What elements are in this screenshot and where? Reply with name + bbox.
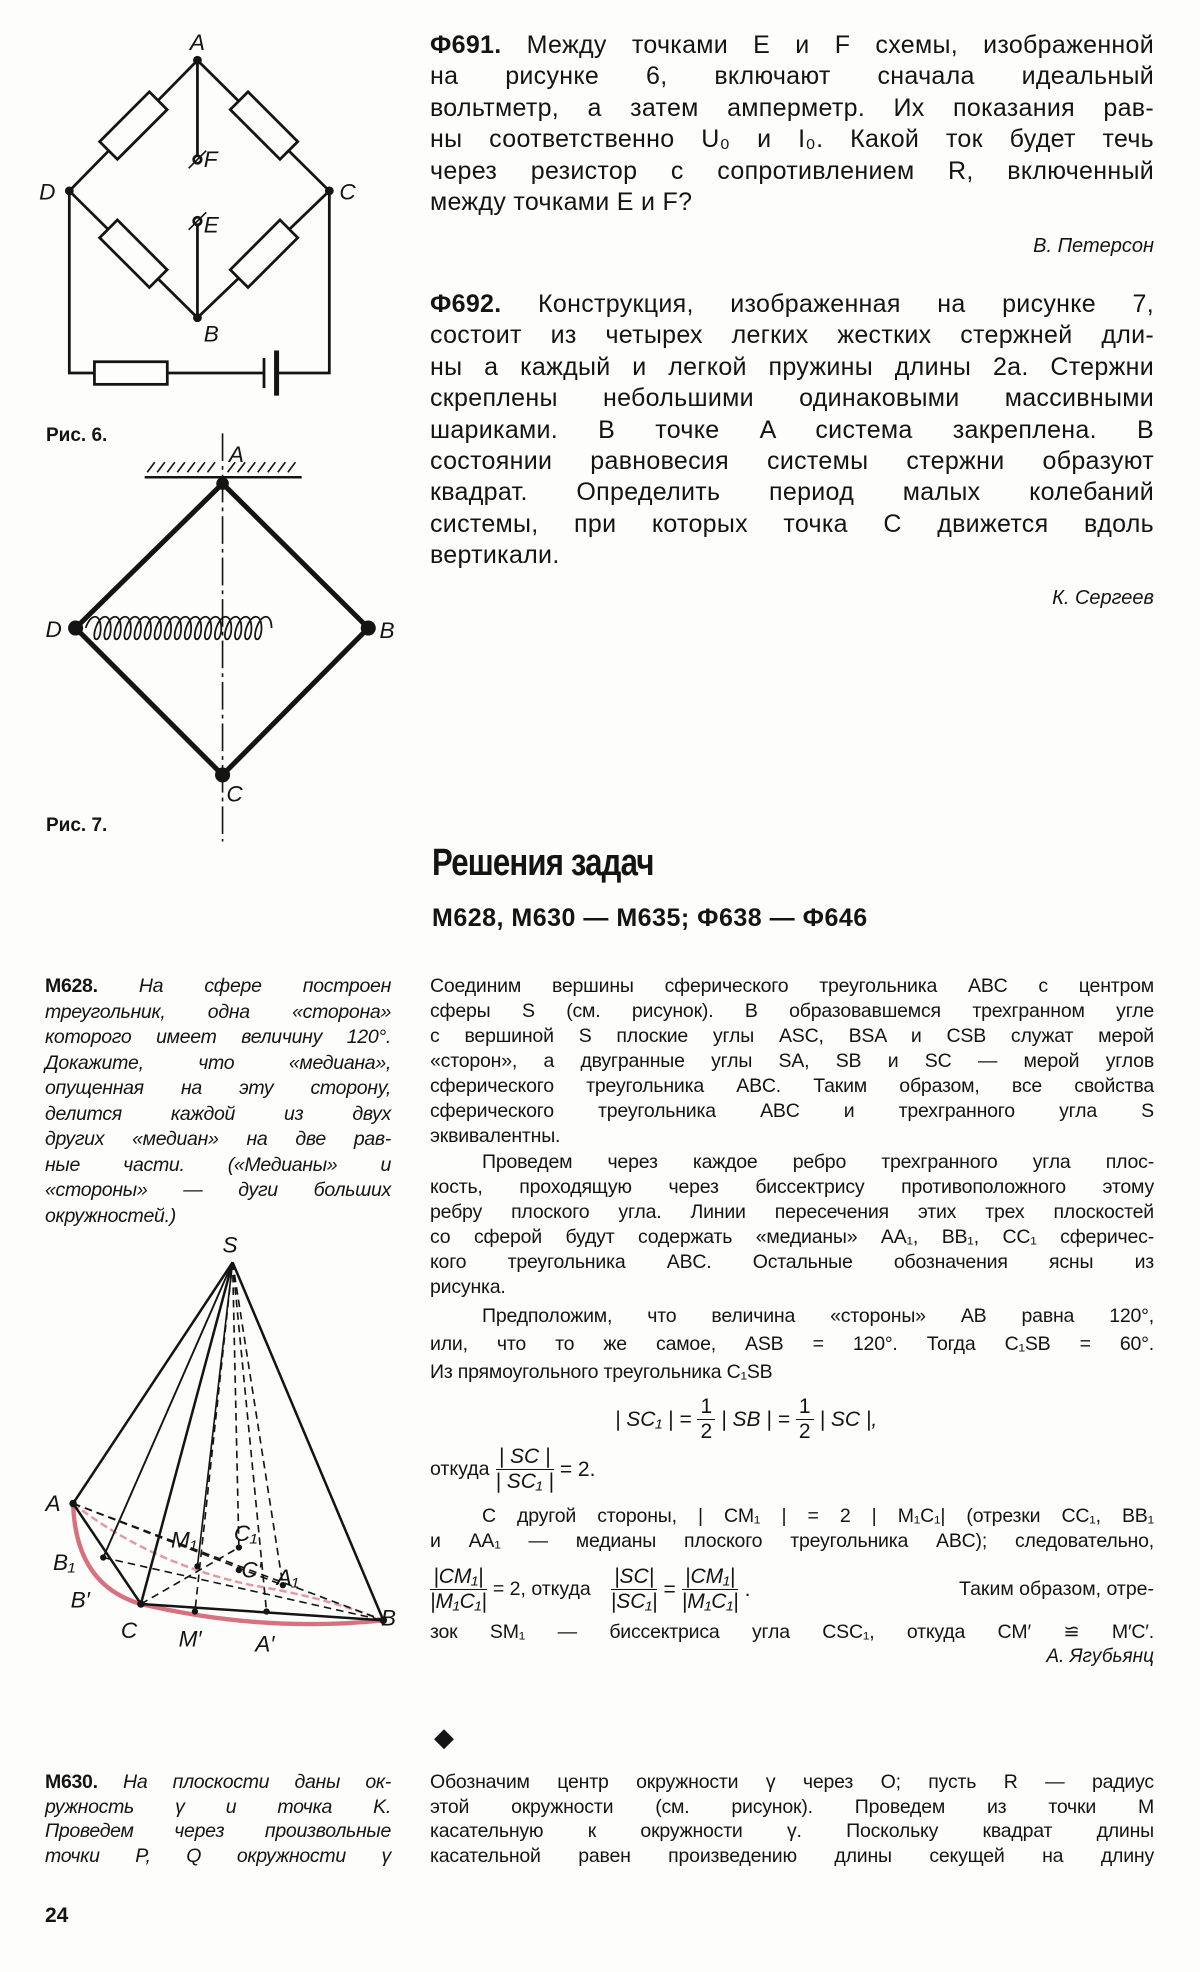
- m628-para4: [430, 1504, 1154, 1554]
- resistor-source: [94, 362, 167, 385]
- statement-text: На сфере построен: [138, 975, 391, 997]
- statement-line: других «медиан» на две рав-: [45, 1128, 391, 1150]
- fig6-label-f: F: [203, 147, 218, 173]
- problem-author: К. Сергеев: [1052, 587, 1154, 609]
- section-title: Решения задач: [432, 842, 654, 884]
- solution-label: М628.: [45, 975, 98, 997]
- formula-word: откуда: [430, 1458, 490, 1480]
- problem-author: В. Петерсон: [1033, 235, 1154, 257]
- problem-line: между точками E и F?: [430, 188, 693, 217]
- resistor-cb: [230, 220, 298, 288]
- m628-para3: [430, 1302, 1154, 1386]
- statement-line: ружность γ и точка K.: [45, 1795, 391, 1818]
- sphere-label-b1: B₁: [52, 1550, 76, 1576]
- sphere-label-c: C: [120, 1617, 138, 1643]
- statement-line: треугольник, одна «сторона»: [45, 1000, 391, 1023]
- problem-line: скреплены небольшими одинаковыми массивными: [430, 384, 1154, 413]
- fig7-caption: Рис. 7.: [46, 815, 108, 836]
- spring: [86, 617, 272, 640]
- fig6-label-a: A: [189, 30, 205, 56]
- fig7-label-b: B: [379, 618, 395, 644]
- fraction-denominator: |M₁C₁|: [430, 1590, 487, 1613]
- section-subtitle: М628, М630 — М635; Ф638 — Ф646: [432, 904, 868, 932]
- fraction-numerator: |CM₁|: [682, 1565, 738, 1590]
- statement-line: делится каждой из двух: [45, 1102, 391, 1125]
- body-line: Соединим вершины сферического треугольника ABC с центром: [430, 975, 1154, 997]
- statement-line: которого имеет величину 120°.: [45, 1026, 391, 1048]
- fig7-label-d: D: [45, 616, 62, 642]
- sphere-label-c-prime: C′: [241, 1557, 262, 1583]
- formula-bisector: [430, 1565, 1154, 1614]
- body-line: или, что то же самое, ASB = 120°. Тогда C₁SB = 60°.: [430, 1333, 1154, 1355]
- solution-author: А. Ягубьянц: [1046, 1646, 1154, 1667]
- body-line: кого треугольника ABC. Остальные обозначения ясны из: [430, 1251, 1154, 1273]
- body-line: «сторон», а двугранные углы SA, SB и SC — мерой углов: [430, 1050, 1154, 1072]
- problem-line: ны a каждый и легкой пружины длины 2a. Стержни: [430, 352, 1154, 381]
- body-line: со сферой будут содержать «медианы» AA₁, BB₁, CC₁ сферичес-: [430, 1226, 1154, 1248]
- problem-line: состоит из четырех легких жестких стержней дли-: [430, 321, 1154, 350]
- fraction-denominator: 2: [798, 1420, 811, 1443]
- body-line: Проведем через каждое ребро трехгранного угла плос-: [482, 1151, 1154, 1173]
- problem-label: Ф692.: [430, 290, 502, 318]
- formula-part: | SB | =: [721, 1407, 790, 1431]
- separator-diamond-icon: ◆: [434, 1722, 454, 1752]
- resistor-ac: [230, 92, 298, 160]
- formula-part: | SC₁ | =: [615, 1407, 692, 1431]
- problem-line: состоянии равновесия системы стержни образуют: [430, 447, 1154, 476]
- sphere-label-b-prime: B′: [70, 1587, 90, 1613]
- statement-text: На плоскости даны ок-: [123, 1771, 391, 1793]
- fig6-caption: Рис. 6.: [46, 425, 108, 446]
- fraction-denominator: | SC₁ |: [495, 1470, 554, 1493]
- body-line: касательной равен произведению длины секущей на длину: [430, 1844, 1154, 1867]
- formula-tail: Таким образом, отре-: [959, 1578, 1154, 1600]
- body-line: этой окружности (см. рисунок). Проведем из точки M: [430, 1795, 1154, 1818]
- m628-para1: [430, 974, 1154, 1149]
- body-line: сферы S (см. рисунок). В образовавшемся трехгранном угле: [430, 1000, 1154, 1022]
- m628-last-line: [430, 1620, 1154, 1645]
- body-line: касательную к окружности γ. Поскольку квадрат длины: [430, 1820, 1154, 1842]
- statement-line: опущенная на эту сторону,: [45, 1077, 391, 1099]
- formula-sc1: [615, 1395, 877, 1444]
- body-line: зок SM₁ — биссектриса угла CSC₁, откуда CM′ ≌ M′C′.: [430, 1621, 1154, 1643]
- formula-ratio: [430, 1445, 595, 1494]
- body-line: сферического треугольника ABC. Таким образом, все свойства: [430, 1075, 1154, 1097]
- sphere-label-m-prime: M′: [178, 1626, 202, 1652]
- body-line: ребру плоского угла. Линии пересечения этих трех плоскостей: [430, 1201, 1154, 1223]
- formula-part: = 2, откуда: [492, 1578, 591, 1600]
- sphere-label-c1: C₁: [233, 1521, 258, 1547]
- fraction-numerator: | SC |: [496, 1445, 554, 1470]
- statement-line: окружностей.): [45, 1204, 176, 1227]
- fraction-numerator: 1: [796, 1395, 814, 1420]
- resistor-ad: [100, 92, 168, 160]
- resistor-db: [100, 220, 168, 288]
- statement-line: «стороны» — дуги больших: [45, 1179, 391, 1201]
- fraction-denominator: 2: [700, 1420, 713, 1443]
- statement-line: Докажите, что «медиана»,: [45, 1051, 391, 1074]
- fraction-denominator: |SC₁|: [610, 1590, 658, 1613]
- formula-part: | SC |,: [819, 1407, 878, 1431]
- problem-line: вертикали.: [430, 541, 560, 570]
- sphere-label-m1: M₁: [171, 1527, 198, 1553]
- problem-line: системы, при которых точка C движется вдоль: [430, 509, 1154, 538]
- body-line: и AA₁ — медианы плоского треугольника ABC); следовательно,: [430, 1530, 1154, 1552]
- problem-line: вольтметр, а затем амперметр. Их показания рав-: [430, 93, 1154, 122]
- fig7-label-c: C: [226, 781, 243, 807]
- fraction-numerator: |CM₁|: [430, 1565, 486, 1590]
- problem-f691: [430, 30, 1154, 218]
- fig6-label-d: D: [39, 179, 56, 205]
- spherical-triangle-diagram: [69, 1262, 387, 1624]
- m628-para2: [430, 1150, 1154, 1300]
- m630-body: [430, 1770, 1154, 1868]
- m630-statement: [45, 1770, 391, 1868]
- problem-line: шариками. В точке A система закреплена. В: [430, 415, 1154, 444]
- problem-line: ны соответственно U₀ и I₀. Какой ток будет течь: [430, 125, 1154, 154]
- sphere-label-a1: A₁: [276, 1565, 299, 1591]
- problem-text: Конструкция, изображенная на рисунке 7,: [538, 290, 1154, 318]
- fraction-denominator: |M₁C₁|: [681, 1590, 739, 1613]
- fig6-label-c: C: [339, 179, 356, 205]
- sphere-label-s: S: [222, 1232, 238, 1258]
- m628-statement: [45, 974, 391, 1229]
- statement-line: ные части. («Медианы» и: [45, 1153, 391, 1176]
- fig6-label-e: E: [203, 212, 219, 238]
- formula-part: = 2.: [559, 1457, 596, 1481]
- body-line: Обозначим центр окружности γ через O; пусть R — радиус: [430, 1771, 1154, 1793]
- solution-label: М630.: [45, 1771, 98, 1793]
- body-line: С другой стороны, | CM₁ | = 2 | M₁C₁| (отрезки CC₁, BB₁: [482, 1505, 1154, 1527]
- sphere-label-b: B: [380, 1605, 396, 1631]
- statement-line: Проведем через произвольные: [45, 1820, 391, 1842]
- problem-line: квадрат. Определить период малых колебаний: [430, 478, 1154, 507]
- fraction-numerator: |SC|: [611, 1565, 657, 1590]
- body-line: рисунка.: [430, 1276, 506, 1298]
- page-number: 24: [45, 1904, 69, 1927]
- fig7-label-a: A: [228, 442, 244, 468]
- formula-part: .: [744, 1577, 751, 1601]
- sphere-label-a-prime: A′: [255, 1631, 275, 1657]
- body-line: с вершиной S плоские углы ASC, BSA и CSB служат мерой: [430, 1025, 1154, 1047]
- problem-line: на рисунке 6, включают сначала идеальный: [430, 62, 1154, 91]
- sphere-label-a: A: [45, 1491, 61, 1517]
- statement-line: точки P, Q окружности γ: [45, 1844, 391, 1867]
- problem-f692: [430, 289, 1154, 572]
- body-line: кость, проходящую через биссектрису противоположного этому: [430, 1176, 1154, 1198]
- formula-part: =: [663, 1577, 676, 1601]
- body-line: Предположим, что величина «стороны» AB равна 120°,: [482, 1305, 1154, 1327]
- body-line: эквивалентны.: [430, 1125, 561, 1147]
- problem-label: Ф691.: [430, 31, 502, 59]
- rod-square-diagram-fig7: [68, 433, 376, 841]
- body-line: сферического треугольника ABC и трехгранного угла S: [430, 1100, 1154, 1122]
- circuit-diagram-fig6: [65, 56, 334, 396]
- body-line: Из прямоугольного треугольника C₁SB: [430, 1361, 773, 1383]
- fraction-numerator: 1: [697, 1395, 715, 1420]
- problem-line: через резистор с сопротивлением R, включенный: [430, 156, 1154, 185]
- fig6-label-b: B: [203, 321, 219, 347]
- problem-text: Между точками E и F схемы, изображенной: [526, 31, 1154, 59]
